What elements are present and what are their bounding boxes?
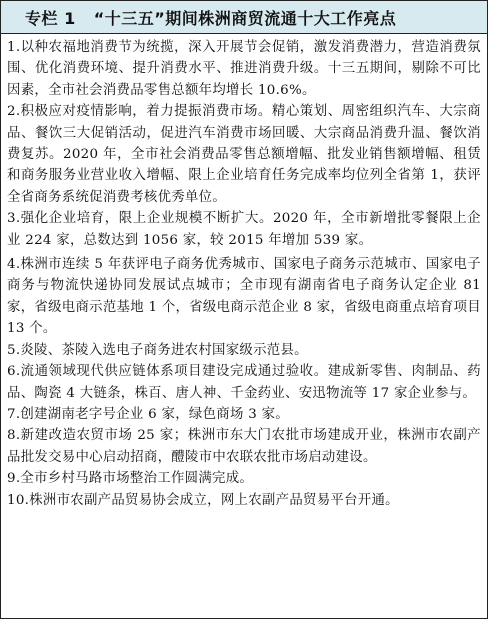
- box-tag: 专栏 1: [25, 8, 76, 28]
- highlights-list: [1, 34, 487, 511]
- box-title: [1, 1, 487, 34]
- highlight-item-9: 9.全市乡村马路市场整治工作圆满完成。: [7, 471, 254, 487]
- highlight-item-5: 5.炎陵、茶陵入选电子商务进农村国家级示范县。: [7, 342, 308, 358]
- highlight-item-10: 10.株洲市农副产品贸易协会成立，网上农副产品贸易平台开通。: [7, 492, 399, 508]
- highlight-item-1: 1.以种农福地消费节为统揽，深入开展节会促销，激发消费潜力，营造消费氛围、优化消费环境、提升消费水平、推进消费升级。十三五期间，剔除不可比因素，全市社会消费品零售总额年均增长 10.6%。: [7, 40, 481, 98]
- highlight-item-7: 7.创建湖南老字号企业 6 家，绿色商场 3 家。: [7, 406, 289, 422]
- highlight-item-6: 6.流通领域现代供应链体系项目建设完成通过验收。建成新零售、肉制品、药品、陶瓷 4 大链条，株百、唐人神、千金药业、安迅物流等 17 家企业参与。: [7, 364, 481, 401]
- highlight-item-4: 4.株洲市连续 5 年获评电子商务优秀城市、国家电子商务示范城市、国家电子商务与物流快递协同发展试点城市；全市现有湖南省电子商务认定企业 81 家，省级电商示范基地 1 个，省级电商示范企业 8 家，省级电商重点培育项目 13 个。: [7, 257, 481, 337]
- highlight-item-3: 3.强化企业培育，限上企业规模不断扩大。2020 年，全市新增批零餐限上企业 224 家，总数达到 1056 家，较 2015 年增加 539 家。: [7, 211, 481, 248]
- box-heading: “十三五”期间株洲商贸流通十大工作亮点: [93, 8, 397, 28]
- highlight-item-8: 8.新建改造农贸市场 25 家；株洲市东大门农批市场建成开业，株洲市农副产品批发交易中心启动招商，醴陵市中农联农批市场启动建设。: [7, 428, 481, 465]
- highlight-item-2: 2.积极应对疫情影响，着力提振消费市场。精心策划、周密组织汽车、大宗商品、餐饮三大促销活动，促进汽车消费市场回暖、大宗商品消费升温、餐饮消费复苏。2020 年，全市社会消费品零售总额增幅、批发业销售额增幅、租赁和商务服务业营业收入增幅、限上企业培育任务完成率均位列全省第 1，获评全省商务系统促消费考核优秀单位。: [7, 104, 481, 205]
